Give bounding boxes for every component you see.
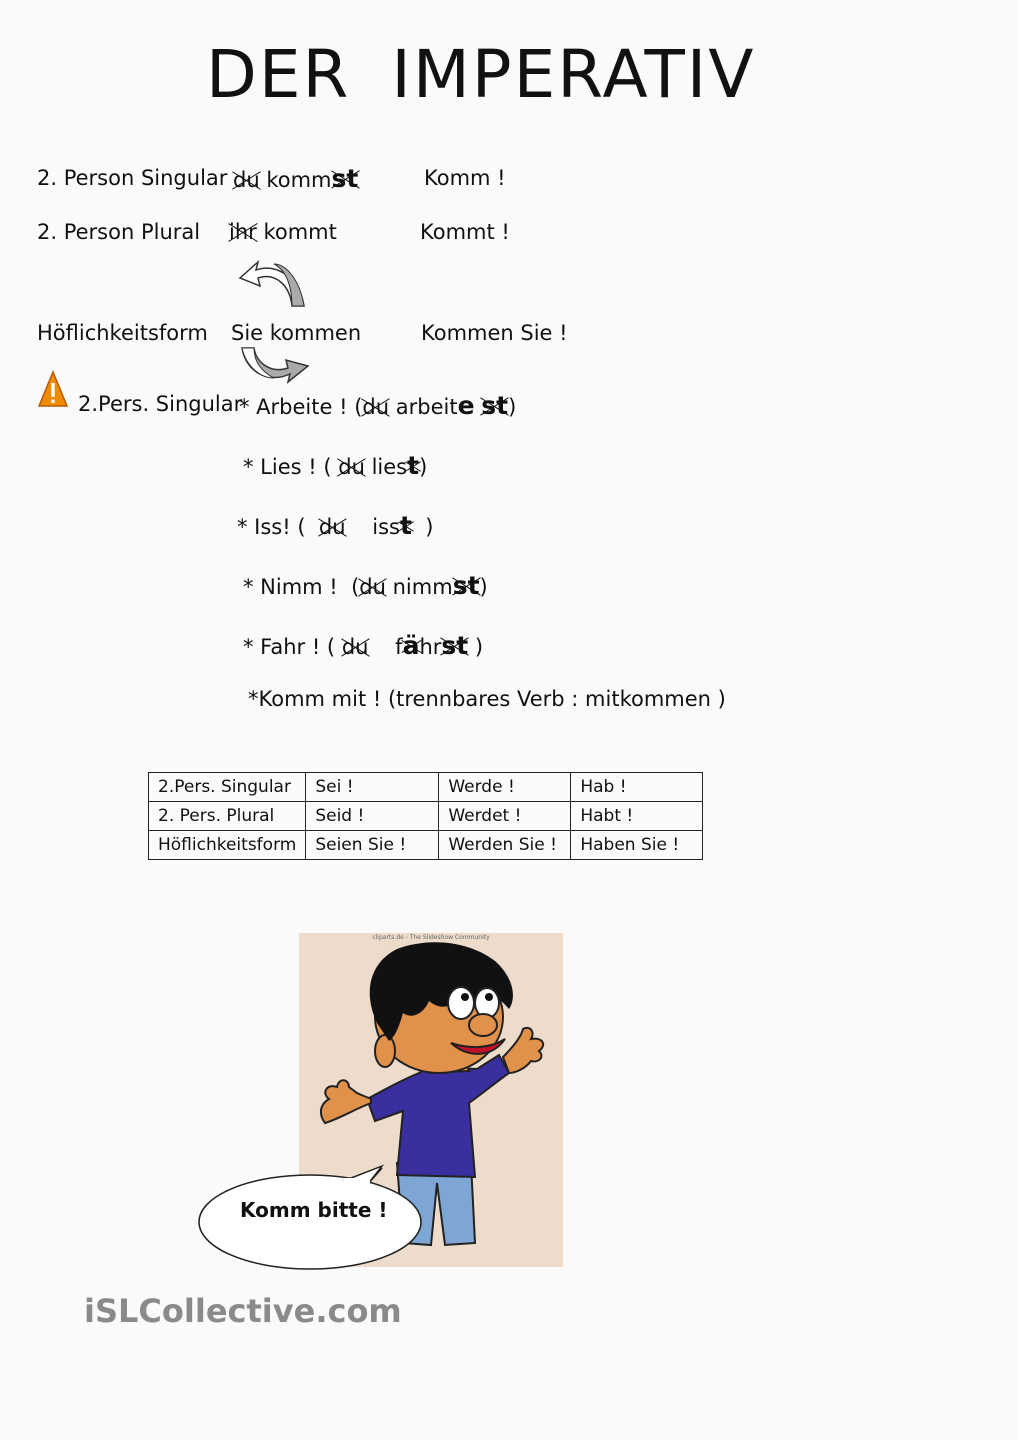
crossed-ending: st bbox=[481, 391, 509, 420]
verb: kommt bbox=[263, 220, 337, 244]
imperative: * Iss! bbox=[237, 515, 291, 539]
table-row bbox=[149, 802, 703, 831]
crossed-umlaut: ä bbox=[402, 631, 420, 660]
example-nimm bbox=[243, 571, 488, 600]
crossed-pronoun: du bbox=[338, 455, 365, 479]
table-cell: Seid ! bbox=[306, 802, 439, 831]
table-row bbox=[149, 831, 703, 860]
example-iss bbox=[237, 511, 434, 540]
crossed-ending: st bbox=[452, 571, 480, 600]
table-cell: Habt ! bbox=[571, 802, 703, 831]
paren: ( bbox=[326, 635, 336, 659]
crossed-ending: t bbox=[399, 511, 412, 540]
verb-stem: arbeit bbox=[395, 395, 458, 419]
example-mitkommen: *Komm mit ! (trennbares Verb : mitkommen ) bbox=[248, 687, 726, 711]
row-label-polite: Höflichkeitsform bbox=[37, 321, 208, 345]
verb-stem: komm bbox=[266, 168, 332, 192]
imperative: * Nimm ! bbox=[243, 575, 338, 599]
example-fahr bbox=[243, 631, 483, 660]
verb-part: hr bbox=[419, 635, 442, 659]
verb-part: f bbox=[395, 635, 403, 659]
watermark-logo: iSLCollective.com bbox=[84, 1292, 402, 1330]
row-label-plural: 2. Person Plural bbox=[37, 220, 201, 244]
verb-stem: iss bbox=[372, 515, 400, 539]
conjugation-table bbox=[148, 772, 703, 860]
example-lies bbox=[243, 451, 427, 480]
table-cell: Sei ! bbox=[306, 773, 439, 802]
paren: ) bbox=[479, 575, 488, 599]
crossed-pronoun: du bbox=[341, 635, 369, 659]
verb-stem: lies bbox=[371, 455, 408, 479]
added-e: e bbox=[457, 391, 475, 420]
crossed-pronoun: ihr bbox=[229, 220, 257, 244]
example-arbeite bbox=[239, 391, 516, 420]
crossed-ending: st bbox=[331, 164, 359, 193]
table-cell: 2. Pers. Plural bbox=[149, 802, 306, 831]
paren: ( bbox=[297, 515, 306, 539]
paren: ( bbox=[354, 395, 363, 419]
table-cell: Werde ! bbox=[439, 773, 571, 802]
table-cell: Seien Sie ! bbox=[306, 831, 439, 860]
imperative: * Fahr ! bbox=[243, 635, 321, 659]
paren: ) bbox=[508, 395, 517, 419]
table-cell: 2.Pers. Singular bbox=[149, 773, 306, 802]
paren: ) bbox=[419, 455, 428, 479]
table-cell: Werdet ! bbox=[439, 802, 571, 831]
imperative: * Arbeite ! bbox=[239, 395, 348, 419]
crossed-ending: st bbox=[441, 631, 469, 660]
imperative-plural: Kommt ! bbox=[420, 220, 510, 244]
table-cell: Haben Sie ! bbox=[571, 831, 703, 860]
page-title: DER IMPERATIV bbox=[206, 36, 756, 113]
special-label: 2.Pers. Singular bbox=[78, 392, 243, 416]
table-cell: Hab ! bbox=[571, 773, 703, 802]
crossed-pronoun: du bbox=[359, 575, 386, 599]
table-cell: Höflichkeitsform bbox=[149, 831, 306, 860]
singular-conjugation bbox=[233, 164, 358, 193]
polite-conjugation: Sie kommen bbox=[231, 321, 362, 345]
table-cell: Werden Sie ! bbox=[439, 831, 571, 860]
plural-conjugation bbox=[229, 220, 337, 244]
imperative-polite: Kommen Sie ! bbox=[421, 321, 568, 345]
imperative-singular: Komm ! bbox=[424, 166, 506, 190]
verb-stem: nimm bbox=[392, 575, 453, 599]
warning-icon bbox=[38, 370, 68, 408]
paren: ) bbox=[474, 635, 484, 659]
table-row bbox=[149, 773, 703, 802]
paren: ( bbox=[323, 455, 332, 479]
speech-text: Komm bitte ! bbox=[240, 1198, 388, 1222]
crossed-pronoun: du bbox=[233, 168, 260, 192]
paren: ) bbox=[425, 515, 434, 539]
imperative: * Lies ! bbox=[243, 455, 317, 479]
crossed-ending: t bbox=[407, 451, 420, 480]
row-label-singular: 2. Person Singular bbox=[37, 166, 228, 190]
image-caption: cliparts.de - The Slideshow Community bbox=[372, 934, 490, 941]
crossed-pronoun: du bbox=[362, 395, 390, 419]
crossed-pronoun: du bbox=[318, 515, 346, 539]
paren: ( bbox=[351, 575, 360, 599]
